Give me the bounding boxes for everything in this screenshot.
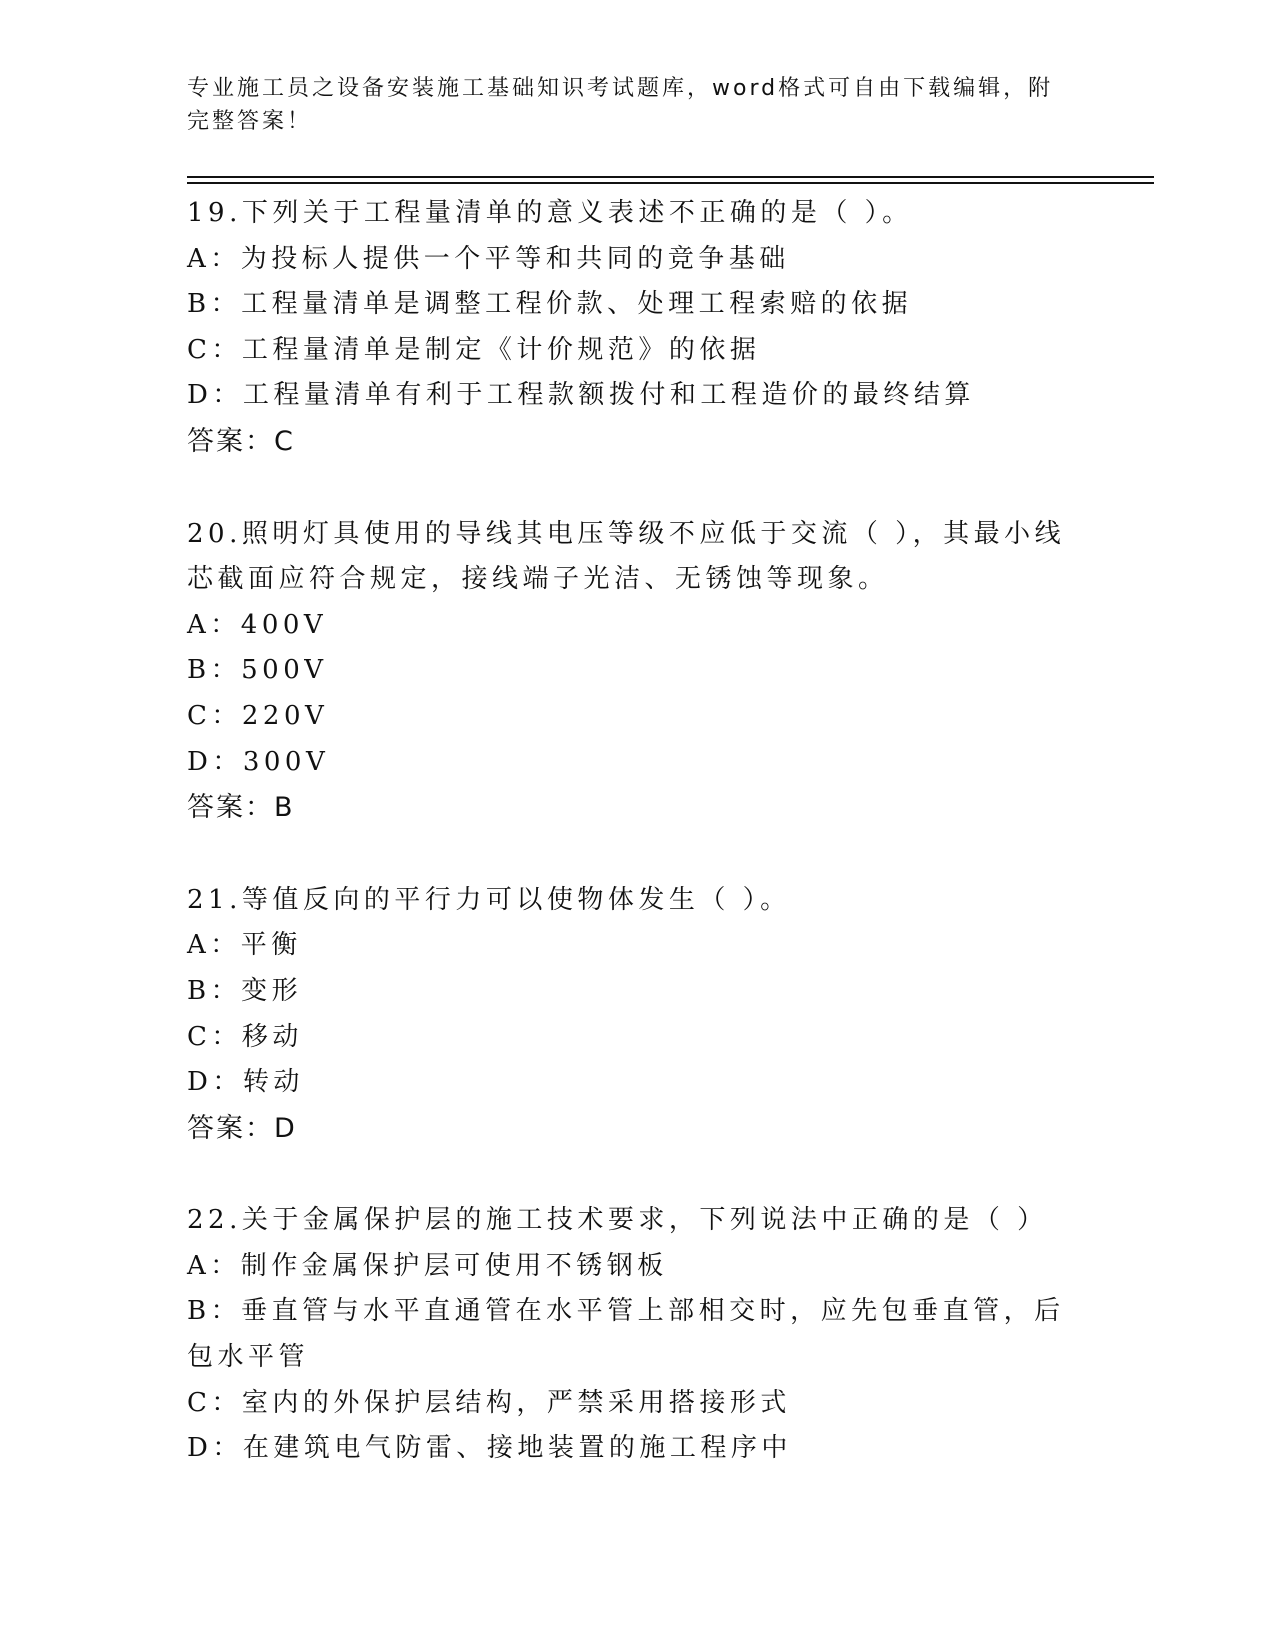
option-c: C：220V	[187, 700, 329, 731]
question-stem: 19.下列关于工程量清单的意义表述不正确的是（ ）。	[187, 198, 913, 228]
question-22	[187, 1198, 1067, 1472]
document-header: 专业施工员之设备安装施工基础知识考试题库，word格式可自由下载编辑，附完整答案！	[187, 76, 1054, 134]
question-20	[187, 512, 1067, 831]
option-c: C：移动	[187, 1021, 303, 1052]
question-21	[187, 878, 1067, 1152]
answer-label: 答案：B	[187, 792, 295, 824]
question-stem: 22.关于金属保护层的施工技术要求，下列说法中正确的是（ ）	[187, 1205, 1048, 1236]
option-b: B：500V	[187, 655, 328, 686]
question-list	[187, 191, 1067, 1519]
header-divider-top	[187, 176, 1154, 178]
option-d: D：300V	[187, 746, 330, 777]
question-stem: 21.等值反向的平行力可以使物体发生（ ）。	[187, 884, 791, 915]
option-a: A：制作金属保护层可使用不锈钢板	[187, 1250, 668, 1281]
option-d: D：转动	[187, 1067, 304, 1098]
question-19	[187, 191, 1067, 465]
answer-label: 答案：D	[187, 1112, 297, 1144]
option-d: D：工程量清单有利于工程款额拨付和工程造价的最终结算	[187, 380, 975, 411]
option-a: A：平衡	[187, 930, 302, 961]
option-a: A：400V	[187, 609, 328, 640]
answer-label: 答案：C	[187, 425, 295, 457]
header-divider-bottom	[187, 182, 1154, 184]
option-c: C：室内的外保护层结构，严禁采用搭接形式	[187, 1387, 791, 1418]
option-a: A：为投标人提供一个平等和共同的竞争基础	[187, 243, 790, 274]
question-stem: 20.照明灯具使用的导线其电压等级不应低于交流（ ），其最小线芯截面应符合规定，接线端子光洁、无锈蚀等现象。	[187, 518, 1066, 595]
option-b: B：垂直管与水平直通管在水平管上部相交时，应先包垂直管，后包水平管	[187, 1296, 1065, 1373]
option-d: D：在建筑电气防雷、接地装置的施工程序中	[187, 1433, 792, 1464]
option-b: B：工程量清单是调整工程价款、处理工程索赔的依据	[187, 289, 913, 320]
option-b: B：变形	[187, 975, 303, 1006]
option-c: C：工程量清单是制定《计价规范》的依据	[187, 334, 761, 365]
